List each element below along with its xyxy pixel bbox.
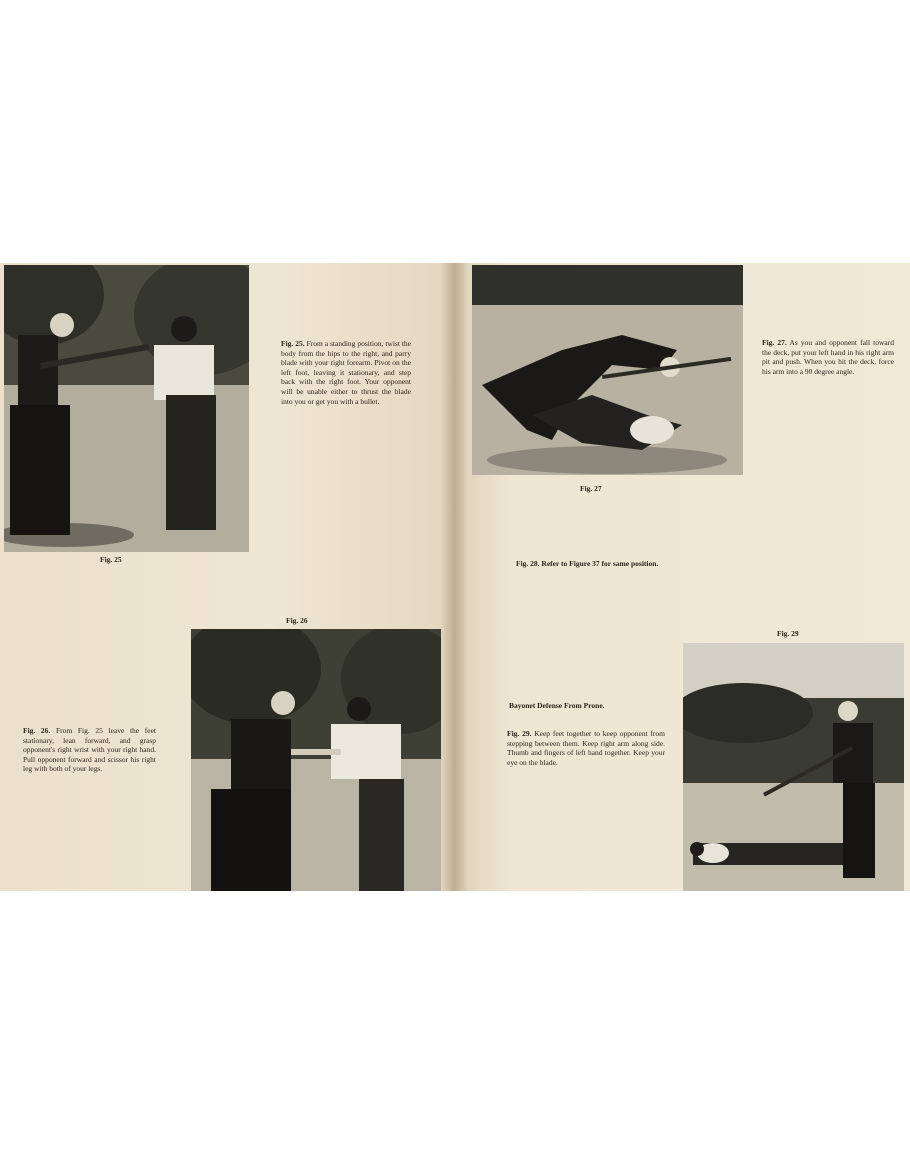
fig-26-lead: Fig. 26. <box>23 726 51 735</box>
fig-29-body: Keep feet together to keep opponent from stepping between them. Keep right arm along side. Thumb and fingers of left hand together. Keep your eye on the blade. <box>507 729 666 767</box>
fig-26-caption: Fig. 26 <box>286 616 308 625</box>
fig-25-description <box>281 339 411 406</box>
fig-29-lead: Fig. 29. <box>507 729 532 738</box>
fig-27-description <box>762 338 894 376</box>
fig-27-photo <box>472 265 743 475</box>
fig-25-body: From a standing position, twist the body from the hips to the right, and parry blade with your right forearm. Pivot on the left foot, leaving it stationary, and step back with the right foot. Your opponent will be unable either to thrust the blade into you or get you with a bullet. <box>281 339 412 406</box>
fig-29-heading: Bayonet Defense From Prone. <box>509 701 605 710</box>
fig-28-body: Refer to Figure 37 for same position. <box>541 559 659 568</box>
book-spread <box>0 263 910 891</box>
fig-29-description <box>507 729 665 767</box>
fig-28-note <box>516 559 746 569</box>
fig-27-lead: Fig. 27. <box>762 338 787 347</box>
fig-27-body: As you and opponent fall toward the deck, put your left hand in his right arm pit and push. When you hit the deck, force his arm into a 90 degree angle. <box>762 338 894 376</box>
fig-25-caption: Fig. 25 <box>100 555 122 564</box>
fig-28-lead: Fig. 28. <box>516 559 540 568</box>
fig-26-description <box>23 726 156 774</box>
book-gutter <box>440 263 468 891</box>
fig-26-photo <box>191 629 441 891</box>
fig-29-photo <box>683 643 904 891</box>
fig-25-photo <box>4 265 249 552</box>
fig-25-lead: Fig. 25. <box>281 339 305 348</box>
fig-29-caption: Fig. 29 <box>777 629 799 638</box>
fig-27-caption: Fig. 27 <box>580 484 602 493</box>
fig-26-body: From Fig. 25 leave the feet stationary, lean forward, and grasp opponent's right wrist with your right hand. Pull opponent forward and scissor his right leg with both of your legs. <box>23 726 156 774</box>
